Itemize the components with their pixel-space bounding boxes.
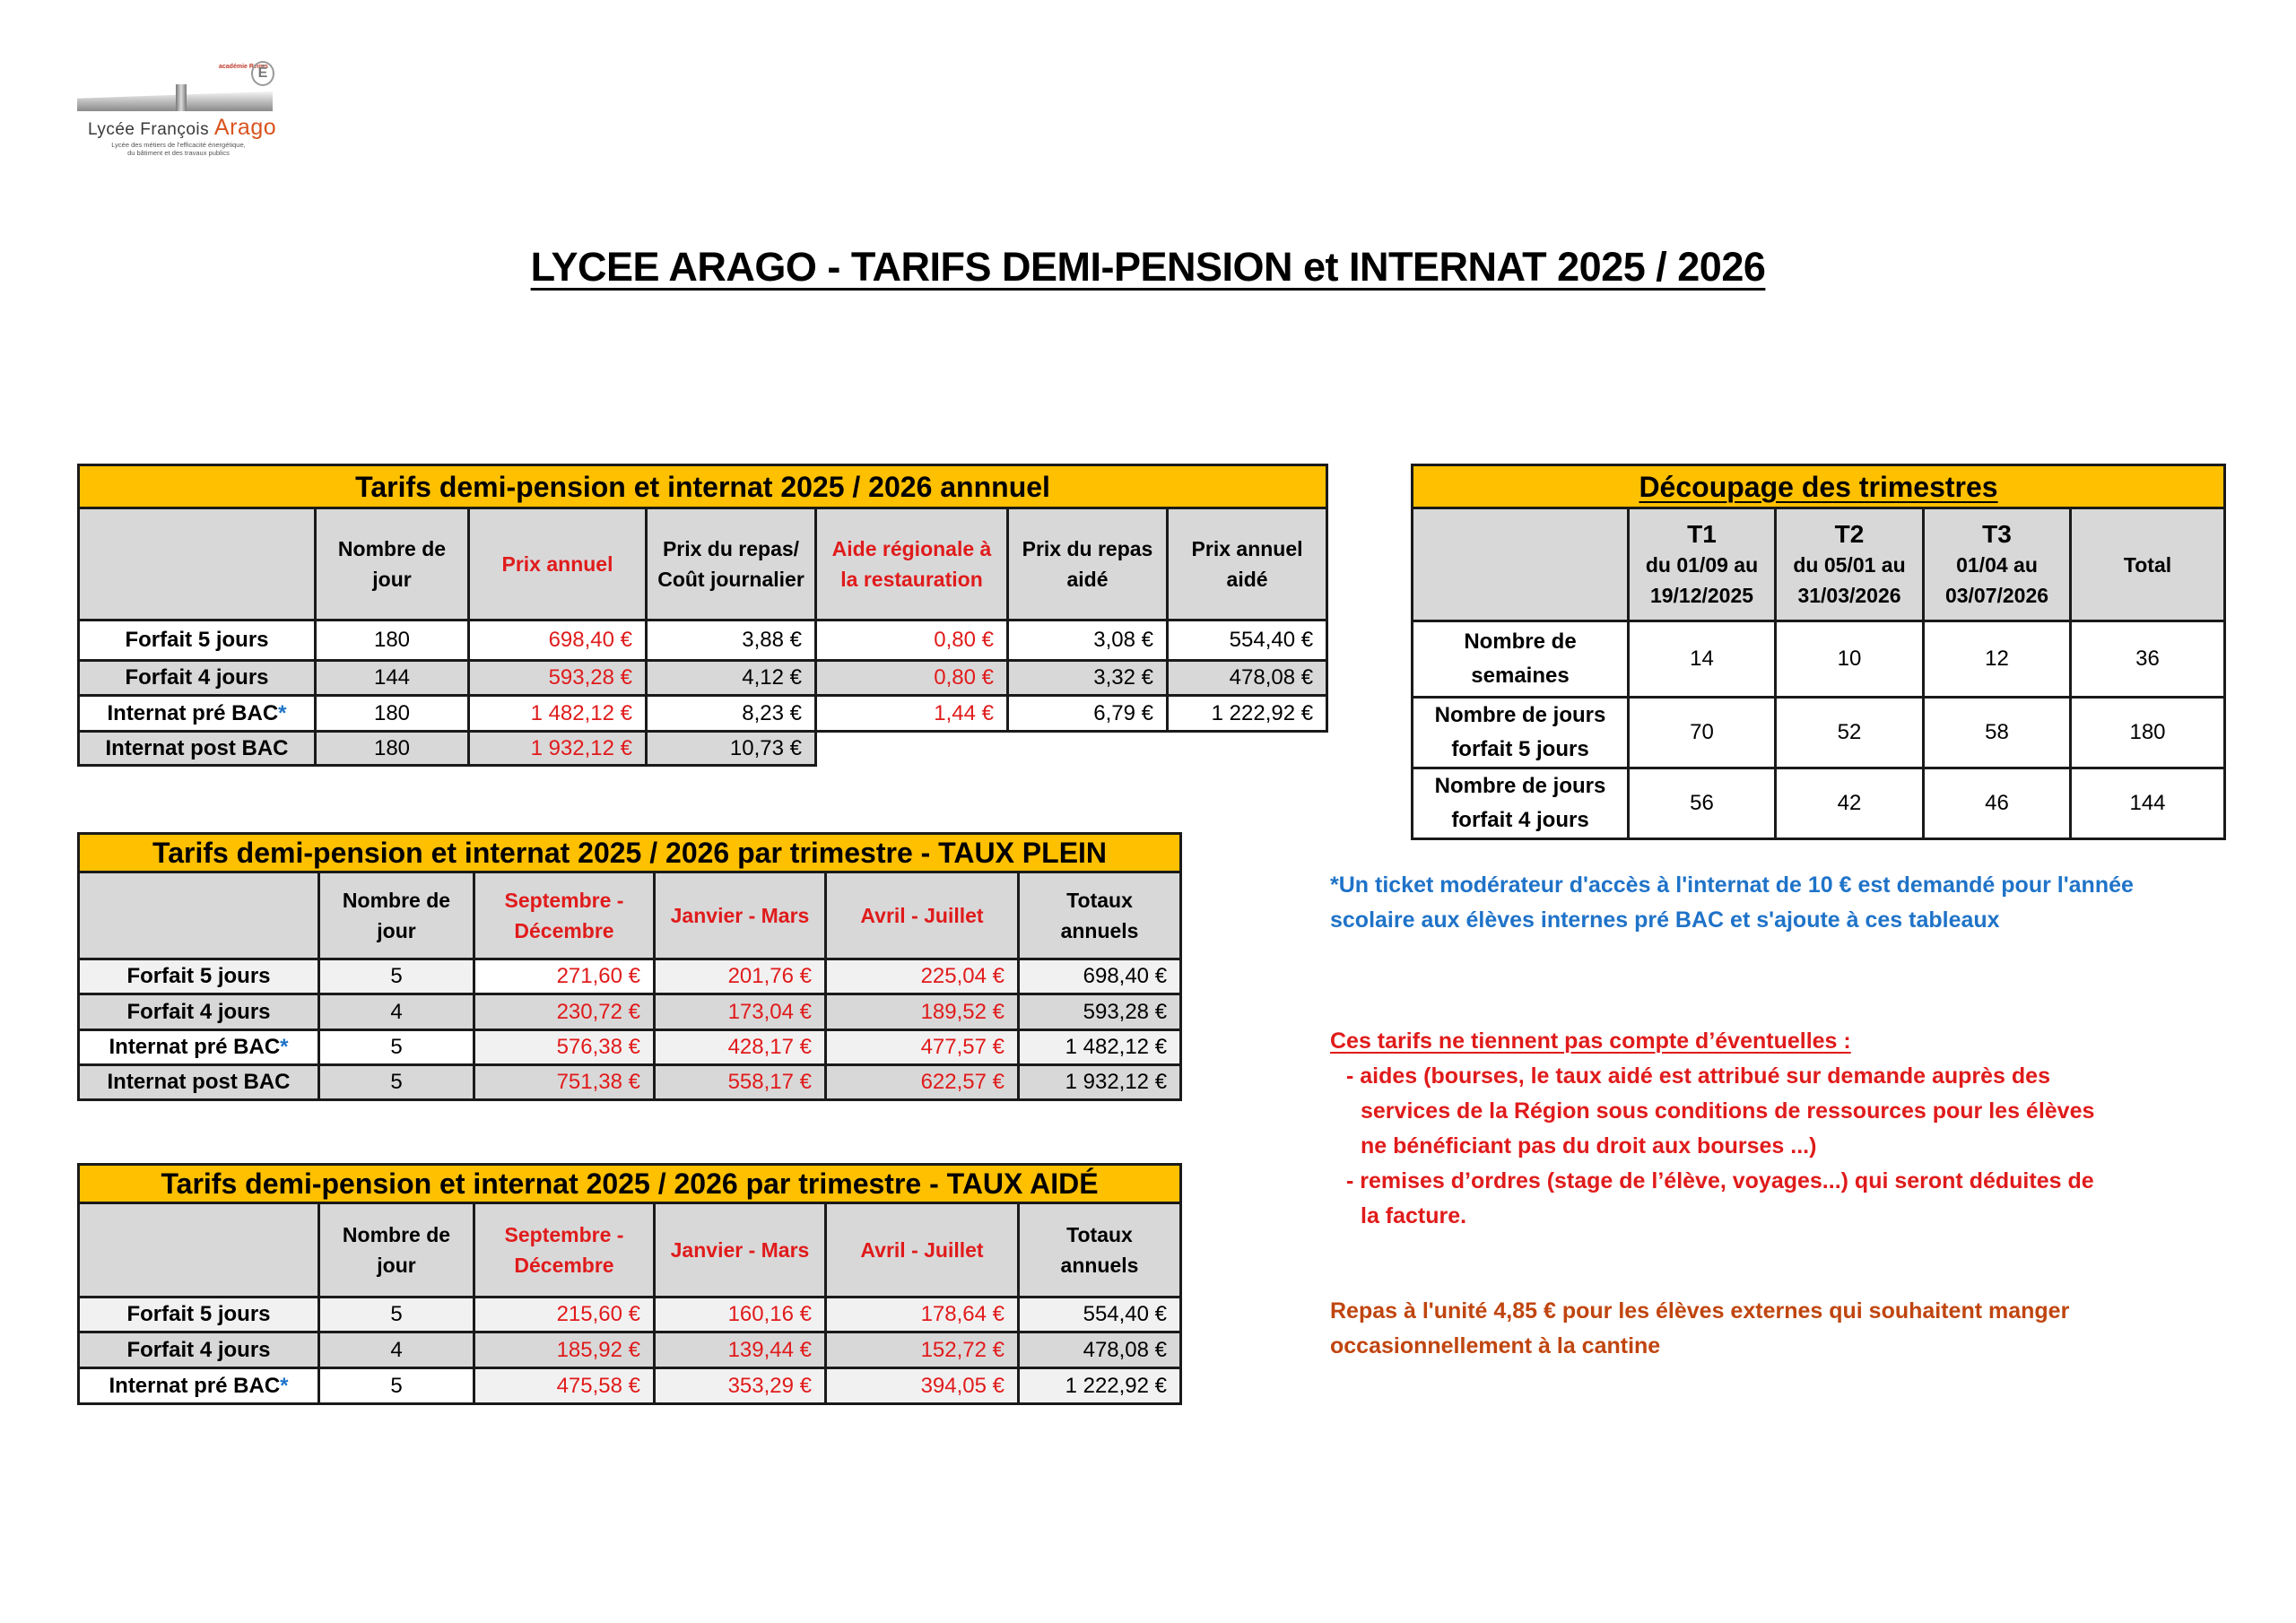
header-cell: Prix du repas/ Coût journalier [647, 508, 816, 621]
jours-cell: 5 [319, 1368, 474, 1404]
header-cell: Janvier - Mars [655, 1203, 826, 1298]
table-title [1413, 465, 2225, 508]
header-cell: Prix du repas aidé [1008, 508, 1168, 621]
t3-cell: 58 [1924, 698, 2071, 768]
header-cell-t3 [1924, 508, 2071, 621]
t2-cell: 10 [1776, 621, 1924, 698]
t2-cell: 353,29 € [655, 1368, 826, 1404]
t1-cell: 56 [1629, 768, 1776, 839]
table-row [79, 1065, 1181, 1100]
row-label-text: Forfait 5 jours [125, 628, 269, 652]
total-cell: 698,40 € [1019, 959, 1181, 994]
t3-cell: 394,05 € [826, 1368, 1019, 1404]
logo-subtitle-line: Lycée des métiers de l'efficacité énergétique, [111, 141, 246, 149]
header-cell: Nombre de jour [319, 872, 474, 959]
t2-cell: 139,44 € [655, 1332, 826, 1368]
aide-cell: 0,80 € [816, 621, 1008, 661]
header-row [79, 872, 1181, 959]
jours-cell: 5 [319, 959, 474, 994]
row-label-text: Internat post BAC [107, 1070, 291, 1094]
table-row [79, 696, 1327, 732]
row-label [79, 696, 316, 732]
annuel-aide-cell: 478,08 € [1168, 661, 1327, 696]
t1-cell: 576,38 € [474, 1030, 655, 1065]
total-cell: 593,28 € [1019, 994, 1181, 1030]
header-cell [79, 872, 319, 959]
row-label [1413, 698, 1629, 768]
header-cell: Totaux annuels [1019, 1203, 1181, 1298]
jours-cell: 180 [316, 732, 469, 766]
total-cell: 144 [2071, 768, 2225, 839]
t3-cell: 477,57 € [826, 1030, 1019, 1065]
table-row [79, 1030, 1181, 1065]
logo-subtitle-line: du bâtiment et des travaux publics [127, 149, 230, 157]
header-cell: Totaux annuels [1019, 872, 1181, 959]
table-row [1413, 768, 2225, 839]
prix-repas-cell: 3,88 € [647, 621, 816, 661]
header-cell: Septembre - Décembre [474, 872, 655, 959]
row-label [79, 1030, 319, 1065]
t3-cell: 189,52 € [826, 994, 1019, 1030]
building-post-graphic [176, 84, 187, 111]
trimester-name: T3 [1982, 519, 2012, 548]
row-label-text: Internat pré BAC [107, 700, 279, 725]
header-cell [1413, 508, 1629, 621]
row-label [79, 959, 319, 994]
trimester-dates: 31/03/2026 [1797, 583, 1901, 607]
t3-cell: 46 [1924, 768, 2071, 839]
total-cell: 36 [2071, 621, 2225, 698]
t2-cell: 428,17 € [655, 1030, 826, 1065]
row-label-line: forfait 5 jours [1451, 737, 1589, 761]
prix-repas-cell: 4,12 € [647, 661, 816, 696]
jours-cell: 4 [319, 1332, 474, 1368]
aide-cell: 1,44 € [816, 696, 1008, 732]
t3-cell: 178,64 € [826, 1298, 1019, 1332]
header-row [79, 1203, 1181, 1298]
t2-cell: 52 [1776, 698, 1924, 768]
trimester-dates: 03/07/2026 [1944, 583, 2049, 607]
annual-rates-table [77, 464, 1328, 767]
row-label-text: Forfait 5 jours [126, 964, 271, 988]
table-row [79, 1332, 1181, 1368]
table-row [79, 1298, 1181, 1332]
row-label-text: Internat pré BAC [109, 1035, 281, 1059]
repas-aide-cell: 3,08 € [1008, 621, 1168, 661]
logo-name-highlight: Arago [213, 115, 277, 140]
repas-aide-cell: 3,32 € [1008, 661, 1168, 696]
table-row [79, 732, 1327, 766]
disclaimer-item: - remises d’ordres (stage de l’élève, voyages...) qui seront déduites de la facture. [1346, 1168, 2094, 1228]
jours-cell: 5 [319, 1298, 474, 1332]
header-cell-t1 [1629, 508, 1776, 621]
t3-cell: 152,72 € [826, 1332, 1019, 1368]
jours-cell: 144 [316, 661, 469, 696]
t1-cell: 230,72 € [474, 994, 655, 1030]
t3-cell: 225,04 € [826, 959, 1019, 994]
t2-cell: 201,76 € [655, 959, 826, 994]
total-cell: 1 222,92 € [1019, 1368, 1181, 1404]
header-cell: Nombre de jour [319, 1203, 474, 1298]
empty-cell [1168, 732, 1327, 766]
internat-ticket-note: *Un ticket modérateur d'accès à l'internat de 10 € est demandé pour l'année scolaire aux élèves internes pré BAC et s'ajoute à ces tableaux [1330, 872, 2134, 933]
page-title [0, 244, 2296, 291]
logo-school-name [88, 115, 276, 141]
prix-annuel-cell: 593,28 € [469, 661, 647, 696]
t1-cell: 215,60 € [474, 1298, 655, 1332]
table-row [1413, 621, 2225, 698]
t1-cell: 475,58 € [474, 1368, 655, 1404]
building-graphic [77, 91, 273, 111]
annuel-aide-cell: 1 222,92 € [1168, 696, 1327, 732]
row-label-line: forfait 4 jours [1451, 808, 1589, 832]
trimester-name: T2 [1834, 519, 1865, 548]
t1-cell: 70 [1629, 698, 1776, 768]
full-rate-trimester-table [77, 832, 1182, 1101]
table-row [79, 994, 1181, 1030]
header-cell: Prix annuel [469, 508, 647, 621]
trimester-dates: 01/04 au [1956, 552, 2038, 577]
header-row [1413, 508, 2225, 621]
repas-aide-cell: 6,79 € [1008, 696, 1168, 732]
page-title-text: LYCEE ARAGO - TARIFS DEMI-PENSION et INTERNAT 2025 / 2026 [530, 244, 1766, 290]
t2-cell: 160,16 € [655, 1298, 826, 1332]
row-label-text: Forfait 4 jours [125, 665, 269, 690]
row-label-text: Internat post BAC [105, 735, 289, 760]
disclaimer-item: - aides (bourses, le taux aidé est attribué sur demande auprès des services de la Région sous conditions de ressources pour les élèves ne bénéficiant pas du droit aux bourses ...) [1346, 1063, 2095, 1159]
prix-repas-cell: 10,73 € [647, 732, 816, 766]
total-cell: 478,08 € [1019, 1332, 1181, 1368]
row-label [79, 1065, 319, 1100]
row-label [79, 661, 316, 696]
header-row [79, 508, 1327, 621]
jours-cell: 5 [319, 1030, 474, 1065]
table-row [79, 661, 1327, 696]
footnote-star: * [280, 1035, 289, 1059]
header-cell: Nombre de jour [316, 508, 469, 621]
row-label [79, 1332, 319, 1368]
logo-name-prefix: Lycée François [88, 120, 210, 139]
row-label [79, 1368, 319, 1404]
footnote-star: * [280, 1373, 289, 1398]
table-row [1413, 698, 2225, 768]
t2-cell: 42 [1776, 768, 1924, 839]
jours-cell: 5 [319, 1065, 474, 1100]
footnote-star: * [278, 700, 287, 725]
header-cell: Janvier - Mars [655, 872, 826, 959]
aided-rate-trimester-table [77, 1163, 1182, 1405]
header-cell [79, 1203, 319, 1298]
table-row [79, 959, 1181, 994]
header-cell-total: Total [2071, 508, 2225, 621]
t1-cell: 751,38 € [474, 1065, 655, 1100]
table-title: Tarifs demi-pension et internat 2025 / 2026 par trimestre - TAUX AIDÉ [79, 1165, 1181, 1203]
row-label [79, 1298, 319, 1332]
table-row [79, 621, 1327, 661]
academie-label: académie Reims [219, 64, 268, 70]
t3-cell: 12 [1924, 621, 2071, 698]
prix-annuel-cell: 1 932,12 € [469, 732, 647, 766]
table-title: Tarifs demi-pension et internat 2025 / 2026 par trimestre - TAUX PLEIN [79, 834, 1181, 872]
row-label [79, 732, 316, 766]
prix-annuel-cell: 1 482,12 € [469, 696, 647, 732]
table-row [79, 1368, 1181, 1404]
trimester-split-table [1411, 464, 2226, 840]
total-cell: 554,40 € [1019, 1298, 1181, 1332]
row-label [79, 994, 319, 1030]
tarifs-disclaimer-note [1330, 1024, 2191, 1234]
header-cell: Prix annuel aidé [1168, 508, 1327, 621]
t3-cell: 622,57 € [826, 1065, 1019, 1100]
row-label-text: Forfait 4 jours [126, 1337, 271, 1362]
meal-unit-price-note: Repas à l'unité 4,85 € pour les élèves externes qui souhaitent manger occasionnellement à la cantine [1330, 1298, 2070, 1358]
t2-cell: 173,04 € [655, 994, 826, 1030]
table-title: Tarifs demi-pension et internat 2025 / 2026 annnuel [79, 465, 1327, 508]
row-label-line: semaines [1471, 664, 1570, 688]
marianne-e-icon: É [251, 61, 274, 86]
logo-subtitle [102, 141, 255, 157]
t1-cell: 271,60 € [474, 959, 655, 994]
row-label-text: Forfait 5 jours [126, 1302, 271, 1326]
trimester-dates: 19/12/2025 [1649, 583, 1754, 607]
total-cell: 1 932,12 € [1019, 1065, 1181, 1100]
header-cell [79, 508, 316, 621]
t1-cell: 14 [1629, 621, 1776, 698]
jours-cell: 180 [316, 621, 469, 661]
row-label [1413, 768, 1629, 839]
jours-cell: 180 [316, 696, 469, 732]
header-cell: Avril - Juillet [826, 872, 1019, 959]
total-cell: 1 482,12 € [1019, 1030, 1181, 1065]
jours-cell: 4 [319, 994, 474, 1030]
total-cell: 180 [2071, 698, 2225, 768]
disclaimer-heading: Ces tarifs ne tiennent pas compte d’éventuelles : [1330, 1028, 1851, 1054]
row-label-text: Internat pré BAC [109, 1373, 281, 1398]
row-label-line: Nombre de [1464, 629, 1577, 654]
t2-cell: 558,17 € [655, 1065, 826, 1100]
trimester-name: T1 [1687, 519, 1717, 548]
prix-repas-cell: 8,23 € [647, 696, 816, 732]
header-cell: Aide régionale à la restauration [816, 508, 1008, 621]
empty-cell [816, 732, 1008, 766]
aide-cell: 0,80 € [816, 661, 1008, 696]
table-title-text: Découpage des trimestres [1639, 470, 1998, 503]
header-cell-t2 [1776, 508, 1924, 621]
header-cell: Septembre - Décembre [474, 1203, 655, 1298]
school-logo [75, 59, 282, 165]
header-cell: Avril - Juillet [826, 1203, 1019, 1298]
annuel-aide-cell: 554,40 € [1168, 621, 1327, 661]
row-label-line: Nombre de jours [1434, 774, 1606, 798]
row-label-line: Nombre de jours [1434, 703, 1606, 727]
row-label [79, 621, 316, 661]
empty-cell [1008, 732, 1168, 766]
row-label [1413, 621, 1629, 698]
prix-annuel-cell: 698,40 € [469, 621, 647, 661]
t1-cell: 185,92 € [474, 1332, 655, 1368]
trimester-dates: du 05/01 au [1793, 552, 1906, 577]
row-label-text: Forfait 4 jours [126, 999, 271, 1024]
trimester-dates: du 01/09 au [1645, 552, 1759, 577]
